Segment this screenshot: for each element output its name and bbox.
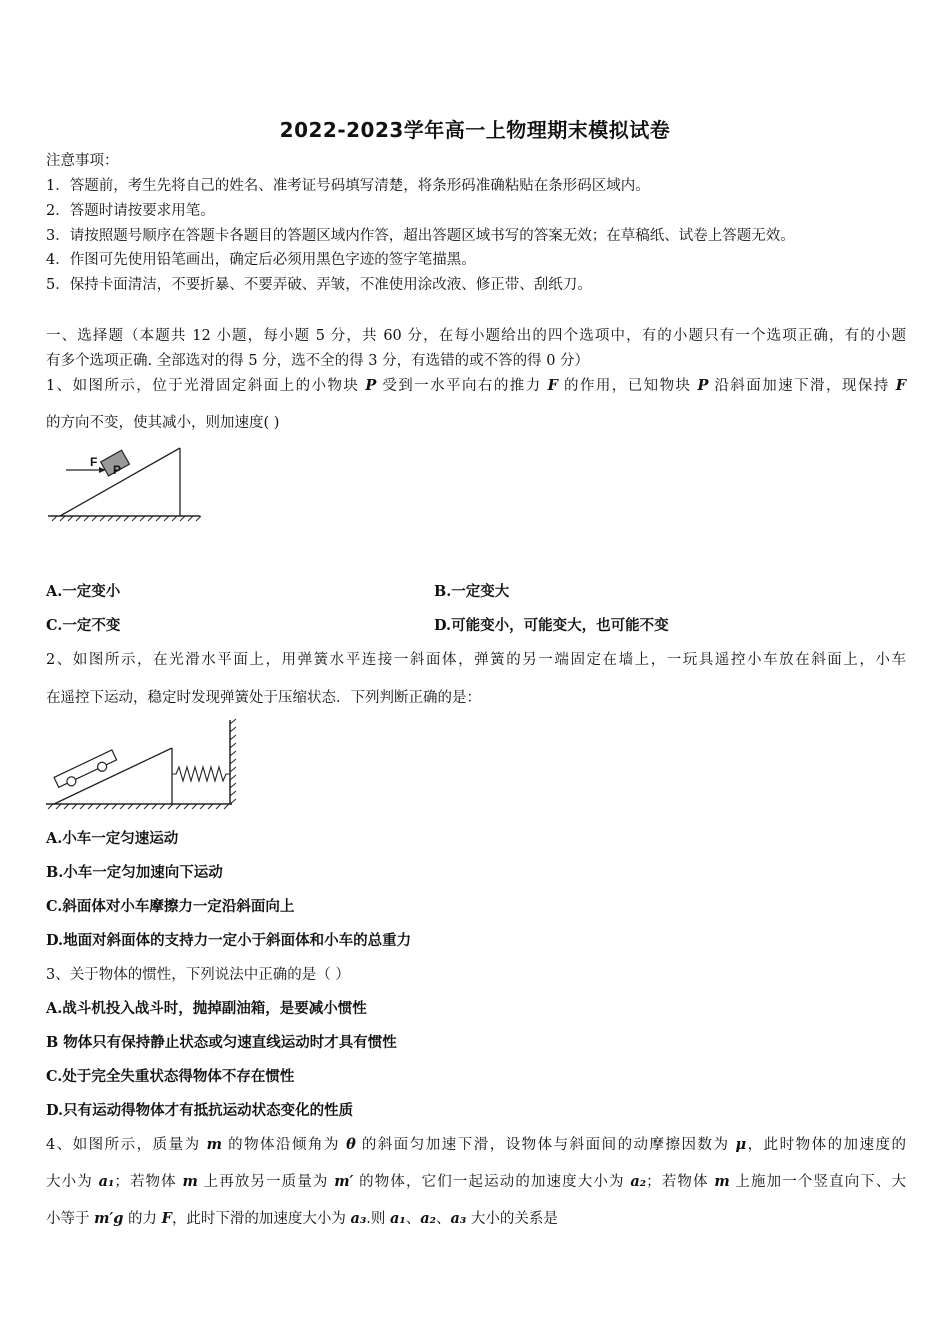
section1-line2: 有多个选项正确. 全部选对的得 5 分，选不全的得 3 分，有选错的或不答的得 0 分）: [46, 353, 590, 369]
notice-item-5: 5．保持卡面清洁，不要折暴、不要弄破、弄皱，不准使用涂改液、修正带、刮纸刀。: [46, 277, 592, 293]
toy-car: [54, 750, 118, 791]
q3-option-c[interactable]: C.处于完全失重状态得物体不存在惯性: [46, 1068, 295, 1085]
section1-line1: 一、选择题（本题共 12 小题，每小题 5 分，共 60 分，在每小题给出的四个选项中，有的小题只有一个选项正确，有的小题: [46, 328, 906, 344]
notice-item-4: 4．作图可先使用铅笔画出，确定后必须用黑色字迹的签字笔描黑。: [46, 252, 476, 268]
q2-option-c[interactable]: C.斜面体对小车摩擦力一定沿斜面向上: [46, 898, 295, 915]
q2-option-b[interactable]: B.小车一定匀加速向下运动: [46, 864, 223, 881]
spring: [172, 767, 230, 781]
q2-stem-line2: 在遥控下运动，稳定时发现弹簧处于压缩状态．下列判断正确的是：: [46, 690, 481, 706]
q3-option-a[interactable]: A.战斗机投入战斗时，抛掉副油箱，是要减小惯性: [46, 1000, 367, 1017]
notice-item-1: 1．答题前，考生先将自己的姓名、准考证号码填写清楚，将条形码准确粘贴在条形码区域内。: [46, 178, 650, 194]
q1-option-a[interactable]: A.一定变小: [46, 583, 121, 600]
q2-option-d[interactable]: D.地面对斜面体的支持力一定小于斜面体和小车的总重力: [46, 932, 412, 949]
q3-stem: 3、关于物体的惯性，下列说法中正确的是（ ）: [46, 967, 350, 983]
q1-stem-line2: 的方向不变，使其减小，则加速度( ): [46, 415, 280, 431]
q1-option-c[interactable]: C.一定不变: [46, 617, 121, 634]
q4-stem-line1: 4、如图所示，质量为 m 的物体沿倾角为 θ 的斜面匀加速下滑，设物体与斜面间的动摩擦因数为 μ，此时物体的加速度的: [46, 1136, 907, 1153]
q3-option-b[interactable]: B 物体只有保持静止状态或匀速直线运动时才具有惯性: [46, 1034, 397, 1051]
q2-stem-line1: 2、如图所示，在光滑水平面上，用弹簧水平连接一斜面体，弹簧的另一端固定在墙上，一玩具遥控小车放在斜面上，小车: [46, 652, 906, 668]
force-label: F: [90, 455, 98, 469]
q1-option-d[interactable]: D.可能变小，可能变大，也可能不变: [434, 617, 669, 634]
q2-option-a[interactable]: A.小车一定匀速运动: [46, 830, 179, 847]
notice-item-2: 2．答题时请按要求用笔。: [46, 203, 215, 219]
q1-incline-figure: [44, 440, 204, 525]
q1-stem-line1: 1、如图所示，位于光滑固定斜面上的小物块 P 受到一水平向右的推力 F 的作用，已知物块 P 沿斜面加速下滑，现保持 F: [46, 377, 907, 394]
q2-spring-incline-figure: [44, 716, 240, 816]
q4-stem-line3: 小等于 m′g 的力 F，此时下滑的加速度大小为 a₃.则 a₁、a₂、a₃ 大小的关系是: [46, 1210, 558, 1227]
q1-option-b[interactable]: B.一定变大: [434, 583, 510, 600]
notice-heading: 注意事项：: [46, 153, 119, 169]
q3-option-d[interactable]: D.只有运动得物体才有抵抗运动状态变化的性质: [46, 1102, 354, 1119]
q4-stem-line2: 大小为 a₁；若物体 m 上再放另一质量为 m′ 的物体，它们一起运动的加速度大小为 a₂；若物体 m 上施加一个竖直向下、大: [46, 1173, 907, 1190]
block-p-label: P: [113, 463, 122, 477]
notice-item-3: 3．请按照题号顺序在答题卡各题目的答题区域内作答，超出答题区域书写的答案无效；在草稿纸、试卷上答题无效。: [46, 228, 795, 244]
page-title: 2022-2023学年高一上物理期末模拟试卷: [279, 118, 671, 142]
